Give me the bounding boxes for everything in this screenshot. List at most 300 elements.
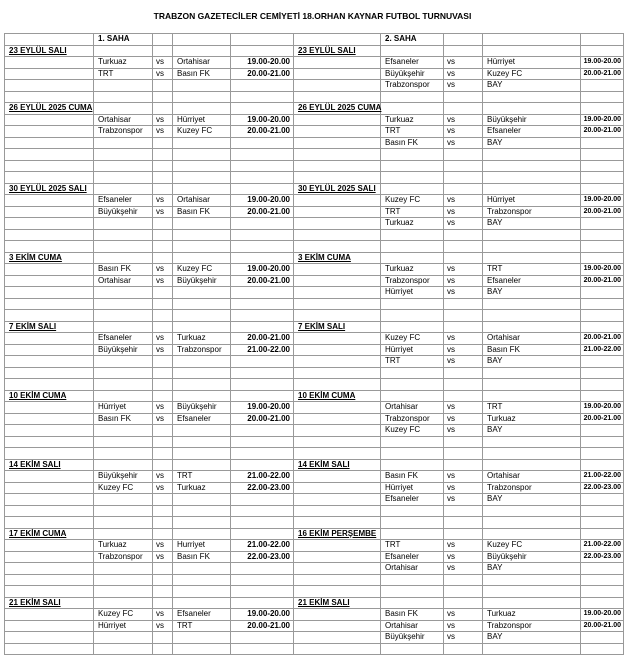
match-away-team: Basın FK [173, 207, 231, 219]
empty-cell [581, 448, 624, 460]
field1-header: 1. SAHA [94, 34, 153, 46]
empty-cell [231, 230, 294, 242]
empty-cell [173, 230, 231, 242]
match-away-team: BAY [483, 632, 581, 644]
match-away-team: Efsaneler [173, 609, 231, 621]
date-cell-saha2: 23 EYLÜL SALI [294, 46, 381, 58]
empty-cell [231, 80, 294, 92]
match-time-cell: 20.00-21.00 [581, 276, 624, 288]
empty-cell [294, 425, 381, 437]
empty-cell [153, 598, 173, 610]
date-cell-saha2: 21 EKİM SALI [294, 598, 381, 610]
empty-cell [231, 356, 294, 368]
empty-cell [231, 322, 294, 334]
empty-cell [173, 563, 231, 575]
match-home-team: Trabzonspor [381, 80, 444, 92]
empty-cell [294, 264, 381, 276]
empty-cell [173, 34, 231, 46]
empty-cell [153, 517, 173, 529]
match-away-team: Büyükşehir [483, 552, 581, 564]
match-away-team: Turkuaz [173, 483, 231, 495]
empty-cell [153, 506, 173, 518]
date-cell-saha1: 14 EKİM SALI [5, 460, 94, 472]
empty-cell [483, 92, 581, 104]
vs-cell: vs [153, 264, 173, 276]
match-away-team: Trabzonspor [173, 345, 231, 357]
empty-cell [231, 287, 294, 299]
empty-cell [444, 161, 483, 173]
empty-cell [153, 322, 173, 334]
match-away-team: TRT [173, 471, 231, 483]
empty-cell [153, 172, 173, 184]
empty-cell [381, 103, 444, 115]
empty-cell [153, 218, 173, 230]
empty-cell [294, 471, 381, 483]
empty-cell [294, 230, 381, 242]
empty-cell [294, 115, 381, 127]
match-home-team: Ortahisar [94, 276, 153, 288]
empty-cell [5, 356, 94, 368]
empty-cell [294, 241, 381, 253]
vs-cell: vs [444, 402, 483, 414]
match-away-team: Basın FK [483, 345, 581, 357]
empty-cell [5, 632, 94, 644]
match-home-team: Ortahisar [381, 563, 444, 575]
empty-cell [173, 322, 231, 334]
empty-cell [5, 230, 94, 242]
empty-cell [294, 69, 381, 81]
empty-cell [444, 172, 483, 184]
empty-cell [444, 586, 483, 598]
match-time-cell: 22.00-23.00 [581, 552, 624, 564]
match-home-team: Turkuaz [381, 264, 444, 276]
empty-cell [173, 632, 231, 644]
empty-cell [294, 540, 381, 552]
empty-cell [153, 287, 173, 299]
empty-cell [94, 322, 153, 334]
match-time-cell [581, 287, 624, 299]
match-time-cell: 19.00-20.00 [581, 609, 624, 621]
match-time-cell: 21.00-22.00 [581, 540, 624, 552]
empty-cell [381, 310, 444, 322]
empty-cell [294, 494, 381, 506]
match-home-team: Büyükşehir [94, 207, 153, 219]
empty-cell [294, 586, 381, 598]
vs-cell: vs [444, 621, 483, 633]
empty-cell [483, 517, 581, 529]
empty-cell [581, 644, 624, 656]
match-time-cell: 20.00-21.00 [231, 276, 294, 288]
empty-cell [444, 310, 483, 322]
empty-cell [153, 149, 173, 161]
match-away-team: BAY [483, 287, 581, 299]
empty-cell [5, 402, 94, 414]
vs-cell: vs [444, 552, 483, 564]
match-home-team: Turkuaz [381, 218, 444, 230]
date-cell-saha1: 7 EKİM SALI [5, 322, 94, 334]
vs-cell: vs [153, 552, 173, 564]
match-away-team: BAY [483, 138, 581, 150]
empty-cell [173, 586, 231, 598]
match-home-team: Hürriyet [94, 402, 153, 414]
empty-cell [483, 391, 581, 403]
match-away-team: TRT [483, 264, 581, 276]
empty-cell [381, 529, 444, 541]
match-time-cell: 20.00-21.00 [581, 333, 624, 345]
match-away-team: Hurriyet [173, 540, 231, 552]
match-away-team: Büyükşehir [173, 402, 231, 414]
match-away-team: Ortahisar [483, 471, 581, 483]
empty-cell [173, 425, 231, 437]
empty-cell [483, 253, 581, 265]
empty-cell [231, 586, 294, 598]
empty-cell [294, 414, 381, 426]
match-away-team: Trabzonspor [483, 483, 581, 495]
empty-cell [173, 46, 231, 58]
empty-cell [153, 425, 173, 437]
empty-cell [231, 563, 294, 575]
vs-cell: vs [444, 494, 483, 506]
empty-cell [581, 149, 624, 161]
match-time-cell [581, 563, 624, 575]
match-away-team: Hürriyet [483, 195, 581, 207]
empty-cell [444, 241, 483, 253]
match-home-team: TRT [381, 207, 444, 219]
empty-cell [5, 517, 94, 529]
empty-cell [231, 299, 294, 311]
match-away-team: Hürriyet [173, 115, 231, 127]
match-away-team: BAY [483, 80, 581, 92]
vs-cell: vs [444, 471, 483, 483]
empty-cell [153, 138, 173, 150]
vs-cell: vs [444, 563, 483, 575]
match-time-cell: 19.00-20.00 [581, 402, 624, 414]
match-time-cell: 19.00-20.00 [581, 115, 624, 127]
empty-cell [483, 437, 581, 449]
empty-cell [5, 379, 94, 391]
date-cell-saha2: 10 EKİM CUMA [294, 391, 381, 403]
empty-cell [294, 356, 381, 368]
empty-cell [94, 46, 153, 58]
vs-cell: vs [153, 471, 173, 483]
empty-cell [294, 276, 381, 288]
vs-cell: vs [153, 115, 173, 127]
match-away-team: Trabzonspor [483, 207, 581, 219]
vs-cell: vs [444, 218, 483, 230]
empty-cell [483, 586, 581, 598]
empty-cell [294, 207, 381, 219]
match-time-cell: 20.00-21.00 [231, 207, 294, 219]
empty-cell [5, 471, 94, 483]
empty-cell [294, 609, 381, 621]
empty-cell [153, 184, 173, 196]
empty-cell [444, 46, 483, 58]
empty-cell [294, 448, 381, 460]
empty-cell [444, 448, 483, 460]
match-home-team: Kuzey FC [381, 195, 444, 207]
date-cell-saha2: 30 EYLÜL 2025 SALI [294, 184, 381, 196]
empty-cell [173, 161, 231, 173]
empty-cell [5, 57, 94, 69]
empty-cell [173, 356, 231, 368]
match-away-team: TRT [483, 402, 581, 414]
empty-cell [231, 34, 294, 46]
empty-cell [153, 437, 173, 449]
empty-cell [173, 80, 231, 92]
empty-cell [5, 299, 94, 311]
vs-cell: vs [444, 138, 483, 150]
empty-cell [173, 92, 231, 104]
empty-cell [5, 575, 94, 587]
empty-cell [483, 368, 581, 380]
empty-cell [483, 149, 581, 161]
vs-cell: vs [444, 333, 483, 345]
match-time-cell: 19.00-20.00 [231, 195, 294, 207]
empty-cell [94, 448, 153, 460]
empty-cell [294, 632, 381, 644]
empty-cell [581, 230, 624, 242]
empty-cell [381, 46, 444, 58]
match-away-team: BAY [483, 356, 581, 368]
empty-cell [94, 586, 153, 598]
match-home-team: Kuzey FC [381, 425, 444, 437]
empty-cell [381, 299, 444, 311]
empty-cell [5, 425, 94, 437]
match-time-cell [581, 218, 624, 230]
empty-cell [381, 368, 444, 380]
vs-cell: vs [444, 115, 483, 127]
empty-cell [153, 494, 173, 506]
empty-cell [94, 103, 153, 115]
match-home-team: TRT [381, 356, 444, 368]
empty-cell [294, 517, 381, 529]
match-time-cell: 20.00-21.00 [581, 621, 624, 633]
empty-cell [5, 241, 94, 253]
vs-cell: vs [153, 540, 173, 552]
empty-cell [153, 161, 173, 173]
match-home-team: Hürriyet [94, 621, 153, 633]
empty-cell [231, 632, 294, 644]
empty-cell [231, 575, 294, 587]
empty-cell [381, 586, 444, 598]
match-home-team: Efsaneler [94, 333, 153, 345]
empty-cell [294, 483, 381, 495]
vs-cell: vs [153, 69, 173, 81]
match-time-cell: 19.00-20.00 [231, 402, 294, 414]
empty-cell [5, 414, 94, 426]
empty-cell [444, 506, 483, 518]
empty-cell [153, 299, 173, 311]
match-time-cell: 19.00-20.00 [581, 195, 624, 207]
empty-cell [231, 161, 294, 173]
empty-cell [381, 230, 444, 242]
empty-cell [5, 264, 94, 276]
empty-cell [231, 92, 294, 104]
empty-cell [173, 299, 231, 311]
empty-cell [231, 253, 294, 265]
vs-cell: vs [444, 69, 483, 81]
match-away-team: Ortahisar [173, 57, 231, 69]
vs-cell: vs [153, 333, 173, 345]
empty-cell [173, 529, 231, 541]
empty-cell [294, 506, 381, 518]
empty-cell [173, 460, 231, 472]
empty-cell [444, 391, 483, 403]
empty-cell [5, 115, 94, 127]
match-home-team: Büyükşehir [381, 69, 444, 81]
empty-cell [294, 379, 381, 391]
empty-cell [173, 103, 231, 115]
empty-cell [94, 92, 153, 104]
match-away-team: BAY [483, 563, 581, 575]
empty-cell [381, 575, 444, 587]
empty-cell [381, 172, 444, 184]
empty-cell [483, 161, 581, 173]
empty-cell [231, 506, 294, 518]
empty-cell [294, 149, 381, 161]
match-time-cell: 19.00-20.00 [231, 57, 294, 69]
empty-cell [231, 448, 294, 460]
empty-cell [294, 437, 381, 449]
empty-cell [231, 379, 294, 391]
date-cell-saha2: 3 EKİM CUMA [294, 253, 381, 265]
empty-cell [94, 368, 153, 380]
match-away-team: Turkuaz [483, 609, 581, 621]
match-time-cell: 21.00-22.00 [231, 345, 294, 357]
empty-cell [483, 310, 581, 322]
empty-cell [294, 92, 381, 104]
match-time-cell [581, 494, 624, 506]
match-away-team: TRT [173, 621, 231, 633]
empty-cell [153, 379, 173, 391]
empty-cell [581, 586, 624, 598]
empty-cell [5, 448, 94, 460]
match-home-team: Ortahisar [381, 621, 444, 633]
match-time-cell: 19.00-20.00 [581, 264, 624, 276]
match-time-cell: 19.00-20.00 [231, 264, 294, 276]
empty-cell [5, 34, 94, 46]
empty-cell [483, 448, 581, 460]
empty-cell [5, 494, 94, 506]
empty-cell [483, 379, 581, 391]
empty-cell [231, 368, 294, 380]
empty-cell [444, 575, 483, 587]
empty-cell [483, 103, 581, 115]
empty-cell [5, 161, 94, 173]
empty-cell [581, 529, 624, 541]
match-time-cell: 20.00-21.00 [581, 207, 624, 219]
empty-cell [581, 379, 624, 391]
empty-cell [153, 80, 173, 92]
empty-cell [231, 460, 294, 472]
empty-cell [581, 161, 624, 173]
vs-cell: vs [444, 57, 483, 69]
empty-cell [5, 126, 94, 138]
empty-cell [153, 34, 173, 46]
match-away-team: BAY [483, 494, 581, 506]
match-away-team: Efsaneler [483, 276, 581, 288]
match-time-cell [581, 425, 624, 437]
match-away-team: Efsaneler [173, 414, 231, 426]
match-home-team: Turkuaz [381, 115, 444, 127]
empty-cell [94, 425, 153, 437]
vs-cell: vs [444, 276, 483, 288]
vs-cell: vs [444, 356, 483, 368]
empty-cell [153, 632, 173, 644]
match-home-team: Efsaneler [381, 552, 444, 564]
empty-cell [5, 276, 94, 288]
match-home-team: Trabzonspor [381, 276, 444, 288]
match-away-team: Efsaneler [483, 126, 581, 138]
empty-cell [294, 552, 381, 564]
empty-cell [173, 253, 231, 265]
date-cell-saha1: 3 EKİM CUMA [5, 253, 94, 265]
empty-cell [483, 322, 581, 334]
match-time-cell [581, 138, 624, 150]
empty-cell [153, 586, 173, 598]
empty-cell [483, 299, 581, 311]
empty-cell [5, 345, 94, 357]
empty-cell [294, 57, 381, 69]
match-home-team: Kuzey FC [381, 333, 444, 345]
empty-cell [153, 92, 173, 104]
empty-cell [173, 391, 231, 403]
empty-cell [173, 644, 231, 656]
empty-cell [294, 195, 381, 207]
empty-cell [231, 184, 294, 196]
empty-cell [153, 241, 173, 253]
empty-cell [94, 563, 153, 575]
match-home-team: Turkuaz [94, 540, 153, 552]
match-home-team: TRT [381, 126, 444, 138]
match-away-team: Büyükşehir [483, 115, 581, 127]
empty-cell [5, 207, 94, 219]
empty-cell [5, 483, 94, 495]
empty-cell [294, 126, 381, 138]
match-time-cell [581, 356, 624, 368]
empty-cell [444, 299, 483, 311]
match-home-team: Turkuaz [94, 57, 153, 69]
empty-cell [153, 575, 173, 587]
empty-cell [581, 437, 624, 449]
empty-cell [294, 644, 381, 656]
empty-cell [5, 609, 94, 621]
empty-cell [581, 368, 624, 380]
empty-cell [231, 494, 294, 506]
date-cell-saha1: 21 EKİM SALI [5, 598, 94, 610]
empty-cell [5, 552, 94, 564]
match-away-team: Turkuaz [173, 333, 231, 345]
empty-cell [381, 644, 444, 656]
match-home-team: Basın FK [381, 138, 444, 150]
empty-cell [153, 46, 173, 58]
empty-cell [153, 368, 173, 380]
match-away-team: Hürriyet [483, 57, 581, 69]
vs-cell: vs [444, 483, 483, 495]
vs-cell: vs [444, 264, 483, 276]
empty-cell [483, 172, 581, 184]
empty-cell [231, 425, 294, 437]
match-home-team: Efsaneler [94, 195, 153, 207]
empty-cell [94, 379, 153, 391]
match-time-cell: 20.00-21.00 [231, 414, 294, 426]
match-time-cell: 20.00-21.00 [231, 69, 294, 81]
vs-cell: vs [444, 80, 483, 92]
empty-cell [153, 460, 173, 472]
empty-cell [231, 218, 294, 230]
empty-cell [294, 138, 381, 150]
match-away-team: Kuzey FC [173, 126, 231, 138]
